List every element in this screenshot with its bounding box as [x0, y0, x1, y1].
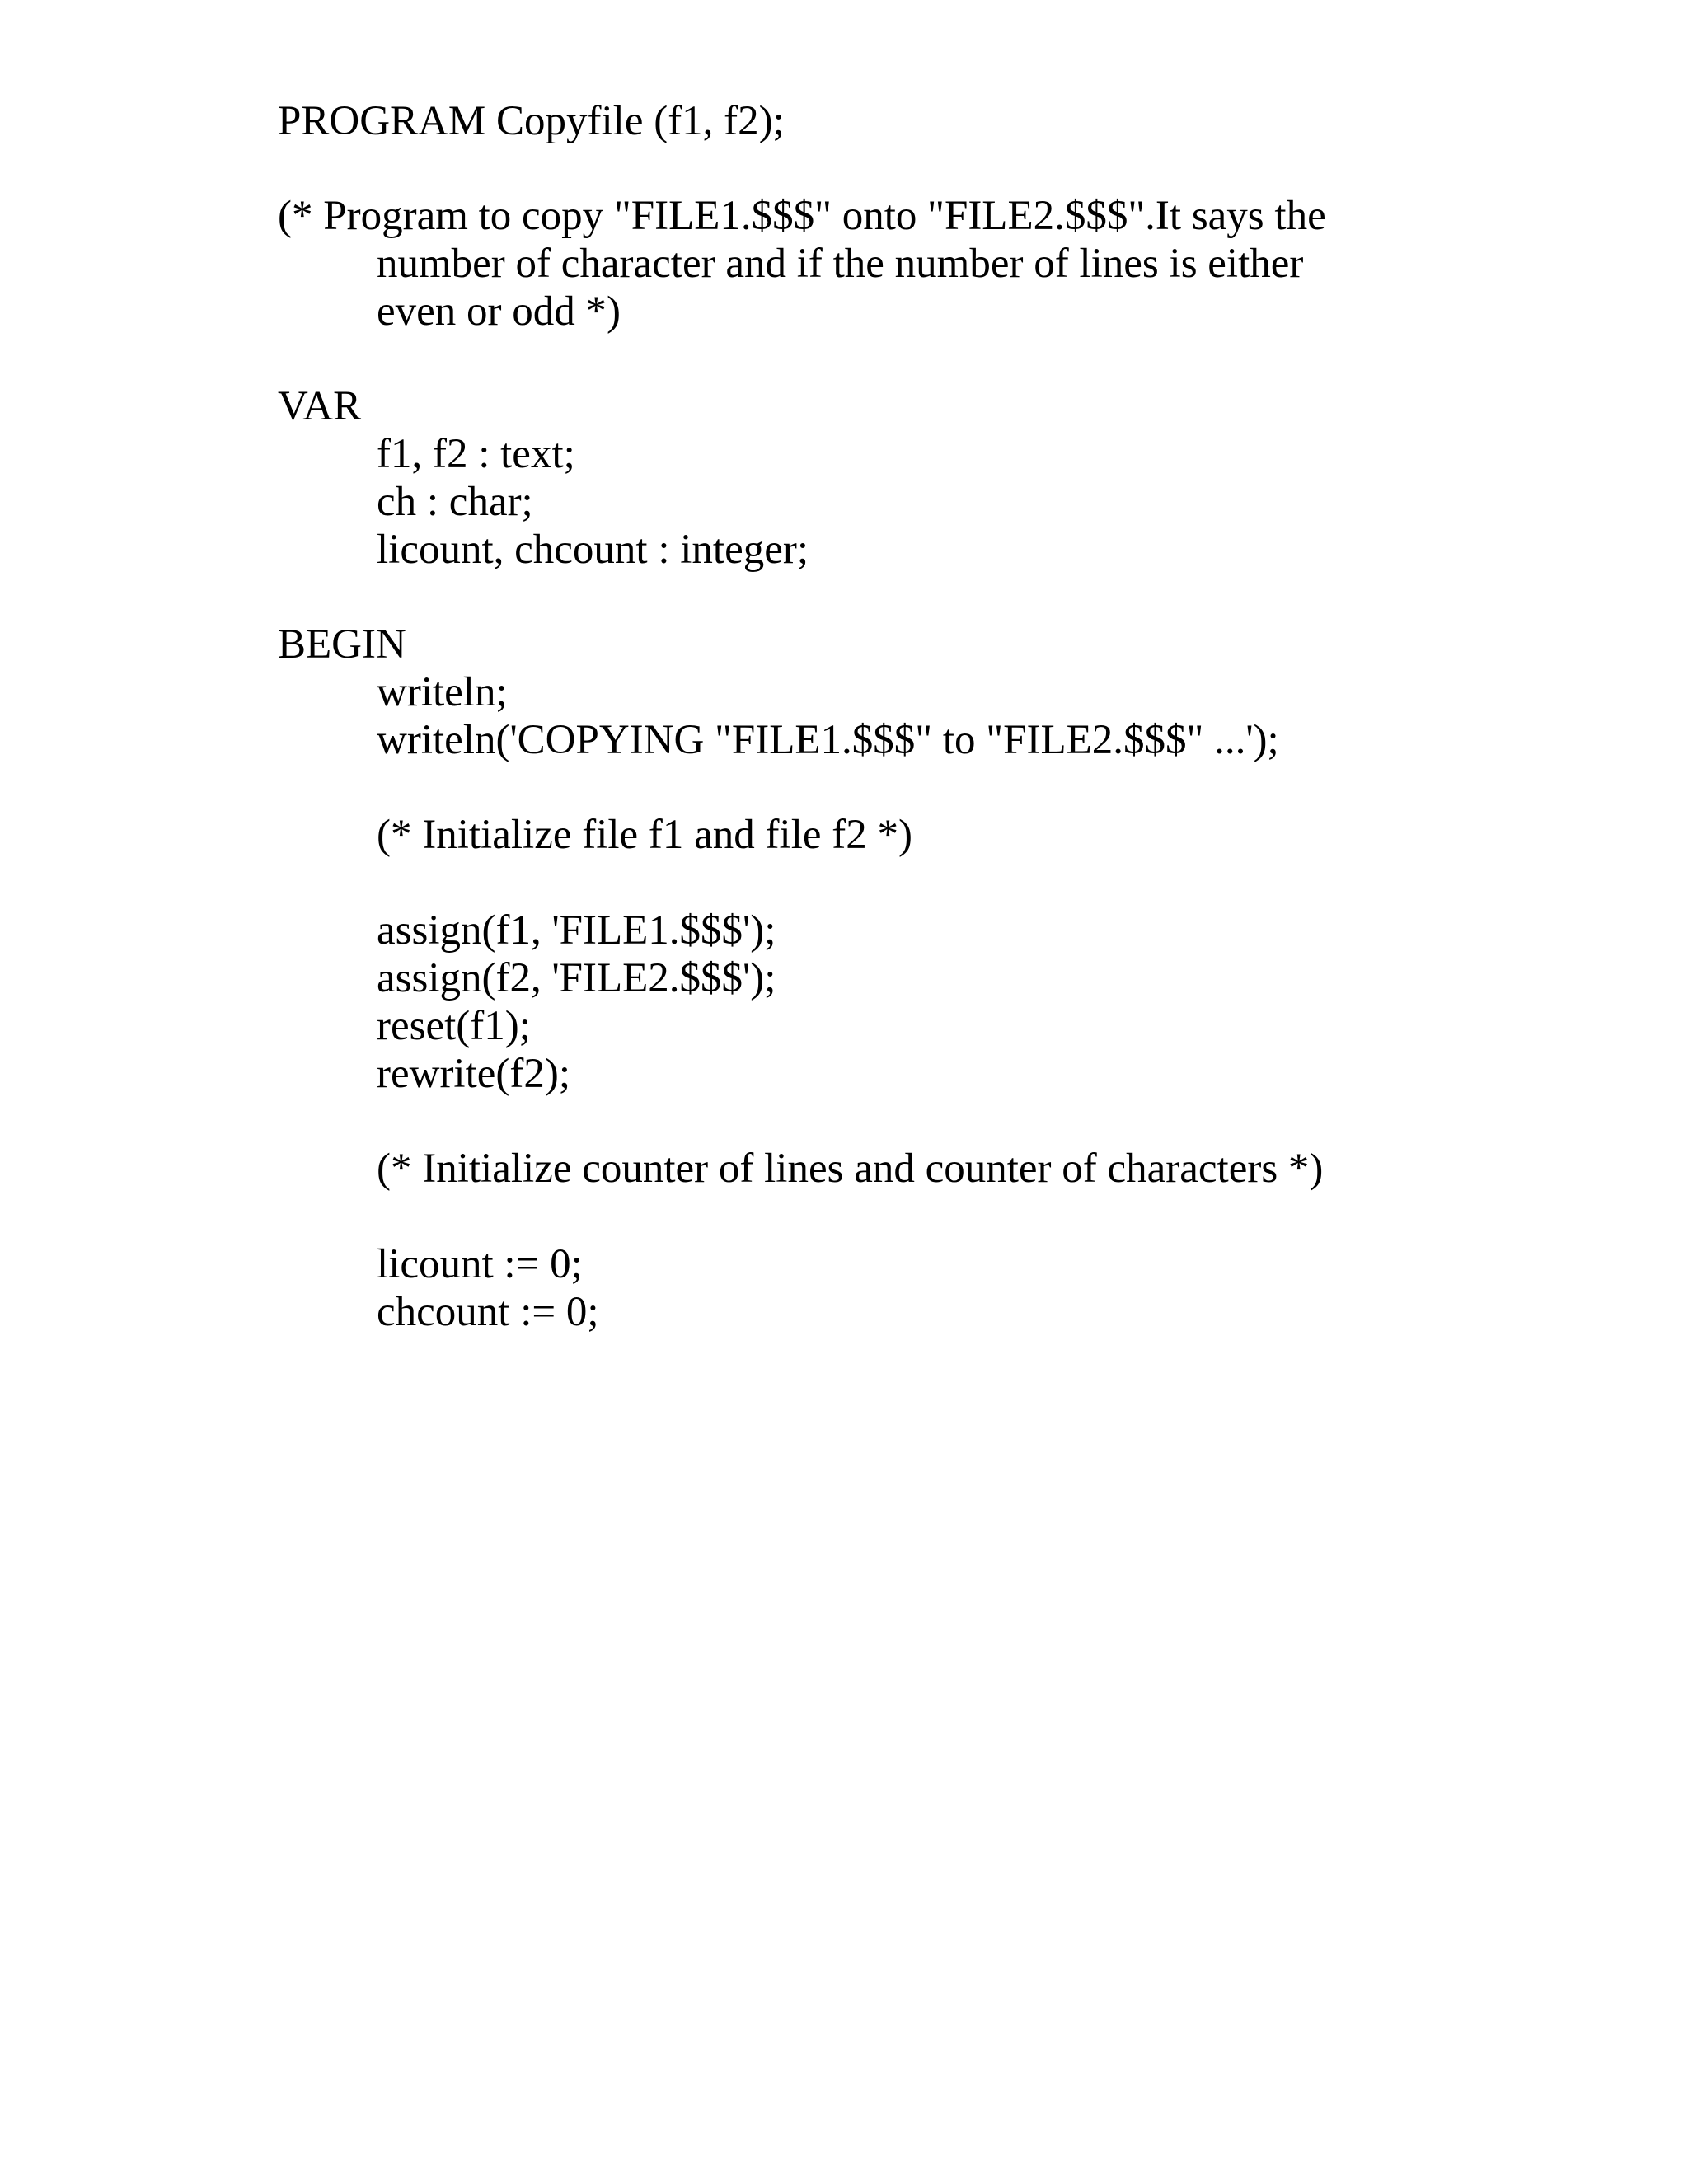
var-decl-files: f1, f2 : text;	[377, 431, 575, 477]
comment-line-3: even or odd *)	[377, 288, 621, 335]
var-decl-counters: licount, chcount : integer;	[377, 527, 809, 573]
comment-init-files: (* Initialize file f1 and file f2 *)	[377, 812, 912, 858]
comment-line-1: (* Program to copy "FILE1.$$$" onto "FILE2.$$$".It says the	[278, 193, 1326, 239]
stmt-writeln-copying: writeln('COPYING "FILE1.$$$" to "FILE2.$$$" ...');	[377, 717, 1279, 763]
begin-keyword: BEGIN	[278, 621, 406, 668]
comment-init-counters: (* Initialize counter of lines and counter of characters *)	[377, 1146, 1324, 1192]
var-decl-char: ch : char;	[377, 479, 533, 525]
program-header: PROGRAM Copyfile (f1, f2);	[278, 98, 785, 144]
stmt-chcount-init: chcount := 0;	[377, 1289, 599, 1335]
comment-line-2: number of character and if the number of lines is either	[377, 241, 1304, 287]
stmt-licount-init: licount := 0;	[377, 1241, 583, 1287]
var-keyword: VAR	[278, 383, 362, 429]
stmt-writeln: writeln;	[377, 669, 508, 715]
stmt-assign-f1: assign(f1, 'FILE1.$$$');	[377, 907, 776, 954]
stmt-reset-f1: reset(f1);	[377, 1003, 531, 1049]
stmt-assign-f2: assign(f2, 'FILE2.$$$');	[377, 955, 776, 1001]
stmt-rewrite-f2: rewrite(f2);	[377, 1051, 571, 1097]
